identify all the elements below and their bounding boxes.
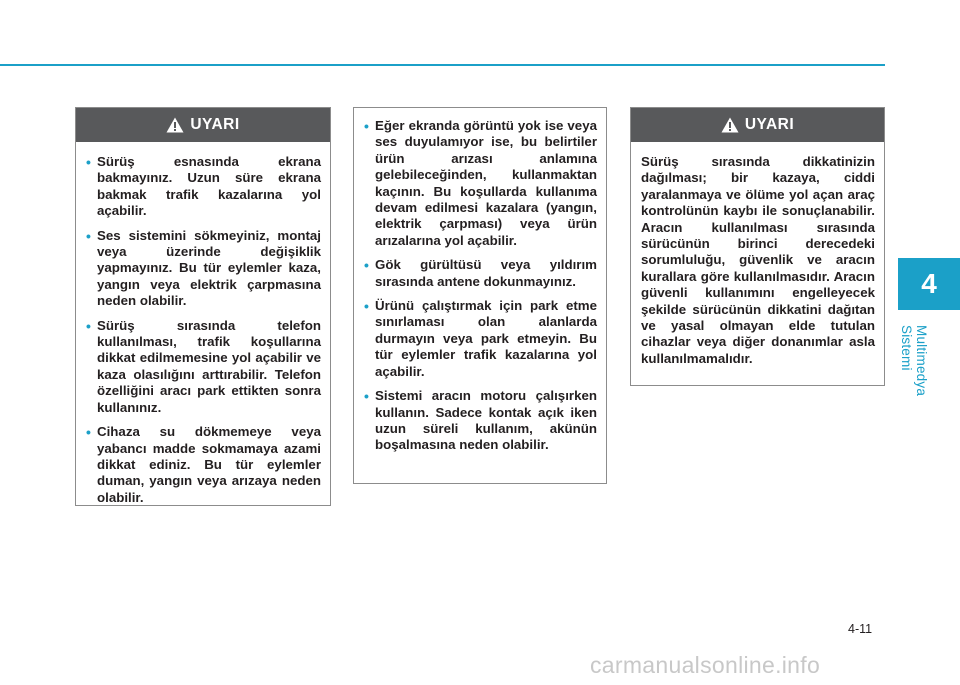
warning-header (76, 108, 330, 142)
warning-box-left (75, 107, 331, 506)
bullet-icon: • (86, 317, 91, 334)
caution-list (364, 118, 597, 454)
warning-header-label: UYARI (744, 116, 795, 133)
bullet-icon: • (364, 257, 369, 274)
warning-paragraph: Sürüş sırasında dikkatinizin dağılması; bir kazaya, ciddi yaralanmaya ve ölüme yol açan araç kontrolünün kaybı ile sonuçlanabilir. Aracın kullanılması sırasında sürücünün birinci derecedeki sorumluluğu, güvenlik ve aracın kurallara göre kullanılmasıdır. Aracın güvenli kullanımını engelleyecek şekilde sürücünün dikkatini dağıtan ve yasal olmayan elde tutulan cihazlar veya diğer donanımlar asla kullanılmamalıdır. (641, 154, 875, 366)
list-item: • Sürüş esnasında ekrana bakmayınız. Uzun süre ekrana bakmak trafik kazalarına yol açabilir. (86, 154, 321, 219)
bullet-icon: • (364, 298, 369, 315)
warning-triangle-icon (721, 117, 739, 133)
list-item: • Sistemi aracın motoru çalışırken kullanın. Sadece kontak açık iken uzun süreli kullanım, akünün boşalmasına neden olabilir. (364, 388, 597, 453)
chapter-number-tab: 4 (898, 258, 960, 310)
bullet-icon: • (86, 424, 91, 441)
warning-list (86, 154, 321, 506)
list-item: • Gök gürültüsü veya yıldırım sırasında antene dokunmayınız. (364, 257, 597, 289)
list-item: • Sürüş sırasında telefon kullanılması, trafik koşullarına dikkat edilmemesine yol açabilir ve kaza olasılığını arttırabilir. Telefon özelliğini aracı park ettikten sonra kullanınız. (86, 317, 321, 415)
watermark: carmanualsonline.info (590, 652, 821, 678)
list-item: • Eğer ekranda görüntü yok ise veya ses duyulamıyor ise, bu belirtiler ürün arızası anlamına gelebileceğinden, kullanmaktan kaçının. Bu koşullarda kullanıma devam edilmesi kazalara (yangın, elektrik çarpması) veya ürün arızalarına yol açabilir. (364, 118, 597, 248)
top-rule (0, 64, 885, 66)
bullet-icon: • (86, 227, 91, 244)
bullet-icon: • (364, 388, 369, 405)
bullet-icon: • (364, 118, 369, 134)
page-number: 4-11 (848, 622, 873, 636)
bullet-icon: • (86, 154, 91, 170)
list-item: • Cihaza su dökmemeye veya yabancı madde sokmamaya azami dikkat ediniz. Bu tür eylemler duman, yangın veya arızaya neden olabilir. (86, 424, 321, 505)
list-item: • Ürünü çalıştırmak için park etme sınırlaması olan alanlarda durmayın veya park etmeyin. Bu tür eylemler trafik kazalarına yol açabilir. (364, 298, 597, 379)
warning-header (631, 108, 884, 142)
warning-triangle-icon (166, 117, 184, 133)
caution-box-middle (353, 107, 607, 484)
warning-box-right (630, 107, 885, 386)
warning-header-label: UYARI (190, 116, 240, 133)
list-item: • Ses sistemini sökmeyiniz, montaj veya üzerinde değişiklik yapmayınız. Bu tür eylemler kaza, yangın veya elektrik çarpmasına neden olabilir. (86, 227, 321, 309)
chapter-title: Multimedya Sistemi (899, 325, 929, 397)
